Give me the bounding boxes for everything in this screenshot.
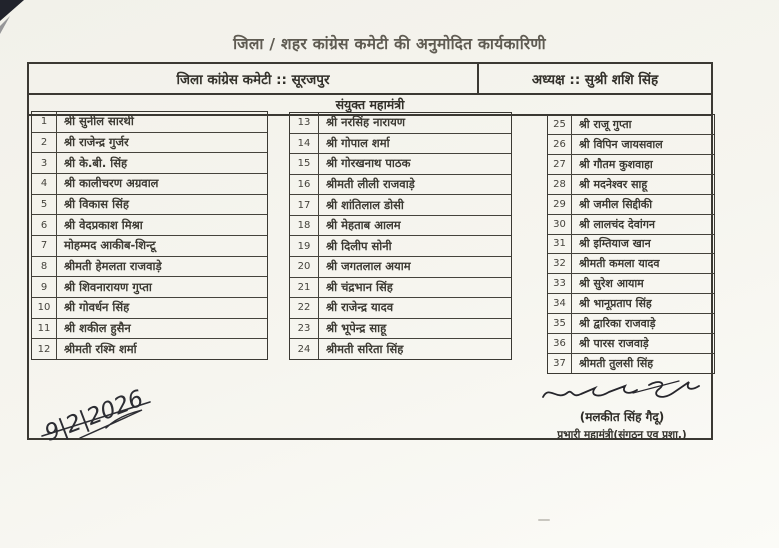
- member-name: श्री विपिन जायसवाल: [579, 137, 663, 151]
- member-row: [32, 133, 267, 154]
- member-number: 2: [32, 133, 57, 153]
- member-name: श्री वेदप्रकाश मिश्रा: [64, 217, 143, 232]
- president-name-cell: अध्यक्ष :: सुश्री शशि सिंह: [531, 71, 659, 88]
- member-row: [32, 195, 267, 216]
- member-row: [290, 319, 511, 340]
- member-number: 30: [548, 215, 572, 234]
- member-row: [548, 215, 714, 235]
- member-name: श्री भूपेन्द्र साहू: [326, 321, 387, 336]
- member-row: [32, 298, 267, 319]
- member-row: [290, 113, 511, 134]
- signatory-title: प्रभारी महामंत्री(संगठन एव प्रशा.): [557, 429, 687, 441]
- member-number: 36: [548, 334, 572, 353]
- member-number: 13: [290, 113, 319, 133]
- member-name: श्री सुरेश आयाम: [579, 277, 644, 291]
- member-name: मोहम्मद आकीब-शिन्टू: [64, 238, 156, 253]
- member-row: [290, 134, 511, 155]
- member-number: 19: [290, 236, 319, 256]
- member-number: 16: [290, 175, 319, 195]
- member-row: [32, 236, 267, 257]
- member-name: श्रीमती तुलसी सिंह: [579, 357, 654, 371]
- member-name: श्री दिलीप सोनी: [326, 238, 392, 253]
- member-row: [548, 155, 714, 175]
- signature-scribble: [537, 377, 707, 407]
- member-number: 31: [548, 235, 572, 254]
- member-row: [32, 153, 267, 174]
- member-row: [32, 257, 267, 278]
- member-number: 27: [548, 155, 572, 174]
- handwritten-date: [28, 372, 198, 448]
- member-name: श्री गोवर्धन सिंह: [64, 300, 130, 315]
- member-row: [32, 277, 267, 298]
- member-number: 6: [32, 215, 57, 235]
- member-column-3: [547, 114, 715, 374]
- scan-corner-artifact: [0, 0, 40, 36]
- member-row: [290, 195, 511, 216]
- member-number: 8: [32, 257, 57, 277]
- member-row: [290, 236, 511, 257]
- table-header-row: [29, 64, 711, 95]
- member-name: श्री भानूप्रताप सिंह: [579, 297, 652, 311]
- signature-block: [528, 377, 716, 442]
- member-number: 1: [32, 112, 57, 132]
- member-number: 3: [32, 153, 57, 173]
- member-name: श्री सुनील सारथी: [64, 114, 134, 129]
- member-number: 18: [290, 216, 319, 236]
- member-number: 29: [548, 195, 572, 214]
- member-number: 25: [548, 115, 572, 134]
- member-number: 9: [32, 277, 57, 297]
- member-row: [548, 334, 714, 354]
- member-name: श्रीमती रश्मि शर्मा: [64, 341, 137, 356]
- member-name: श्रीमती हेमलता राजवाड़े: [64, 259, 162, 274]
- member-row: [290, 339, 511, 359]
- scan-smudge-artifact: [538, 519, 550, 521]
- member-number: 15: [290, 154, 319, 174]
- member-number: 22: [290, 298, 319, 318]
- member-row: [32, 174, 267, 195]
- member-name: श्री जगतलाल अयाम: [326, 259, 411, 274]
- member-name: श्री पारस राजवाड़े: [579, 337, 649, 351]
- member-number: 21: [290, 278, 319, 298]
- member-name: श्री गोरखनाथ पाठक: [326, 156, 411, 171]
- member-number: 28: [548, 175, 572, 194]
- member-name: श्री इम्तियाज खान: [579, 237, 651, 251]
- member-row: [548, 314, 714, 334]
- member-name: श्री द्वारिका राजवाड़े: [579, 317, 656, 331]
- handwritten-date-text: 9|2|2026: [41, 385, 148, 447]
- member-name: श्री राजू गुप्ता: [579, 117, 632, 131]
- member-number: 12: [32, 339, 57, 359]
- member-row: [548, 115, 714, 135]
- member-number: 20: [290, 257, 319, 277]
- member-number: 33: [548, 274, 572, 293]
- member-row: [32, 339, 267, 359]
- member-row: [290, 154, 511, 175]
- member-name: श्री विकास सिंह: [64, 197, 129, 212]
- member-row: [548, 175, 714, 195]
- committee-name-cell: जिला कांग्रेस कमेटी :: सूरजपुर: [29, 64, 479, 93]
- member-row: [290, 298, 511, 319]
- member-name: श्री कालीचरण अग्रवाल: [64, 176, 159, 191]
- document-title: जिला / शहर कांग्रेस कमेटी की अनुमोदित कार्यकारिणी: [233, 35, 546, 53]
- member-row: [548, 235, 714, 255]
- member-row: [290, 216, 511, 237]
- member-number: 35: [548, 314, 572, 333]
- member-name: श्री शकील हुसैन: [64, 321, 131, 336]
- member-name: श्री के.बी. सिंह: [64, 155, 128, 170]
- member-number: 32: [548, 254, 572, 273]
- member-row: [32, 112, 267, 133]
- member-row: [548, 195, 714, 215]
- section-title-cell: संयुक्त महामंत्री: [29, 95, 711, 116]
- member-column-1: [31, 111, 268, 360]
- member-name: श्री गौतम कुशवाहा: [579, 157, 653, 171]
- member-number: 23: [290, 319, 319, 339]
- member-name: श्री शांतिलाल डोसी: [326, 197, 404, 212]
- member-number: 37: [548, 354, 572, 373]
- member-row: [548, 135, 714, 155]
- member-name: श्री राजेन्द्र गुर्जर: [64, 135, 129, 149]
- member-number: 26: [548, 135, 572, 154]
- member-name: श्री चंद्रभान सिंह: [326, 279, 393, 294]
- member-row: [32, 215, 267, 236]
- member-row: [32, 319, 267, 340]
- member-number: 10: [32, 298, 57, 318]
- member-number: 4: [32, 174, 57, 194]
- member-row: [548, 294, 714, 314]
- member-name: श्रीमती सरिता सिंह: [326, 341, 404, 356]
- member-number: 17: [290, 195, 319, 215]
- member-name: श्री शिवनारायण गुप्ता: [64, 279, 152, 294]
- member-row: [290, 257, 511, 278]
- member-name: श्री मदनेश्वर साहू: [579, 177, 648, 191]
- member-name: श्रीमती कमला यादव: [579, 257, 660, 271]
- member-number: 11: [32, 319, 57, 339]
- member-row: [290, 175, 511, 196]
- member-row: [548, 254, 714, 274]
- member-name: श्रीमती लीली राजवाड़े: [326, 177, 415, 192]
- member-row: [548, 274, 714, 294]
- member-row: [548, 354, 714, 373]
- member-number: 5: [32, 195, 57, 215]
- member-name: श्री मेहताब आलम: [326, 218, 401, 233]
- member-row: [290, 278, 511, 299]
- member-name: श्री लालचंद देवांगन: [579, 217, 655, 231]
- member-number: 14: [290, 134, 319, 154]
- member-number: 24: [290, 339, 319, 359]
- member-name: श्री राजेन्द्र यादव: [326, 300, 394, 315]
- member-name: श्री जमील सिद्दीकी: [579, 197, 653, 211]
- member-number: 34: [548, 294, 572, 313]
- member-column-2: [289, 112, 512, 360]
- member-number: 7: [32, 236, 57, 256]
- member-name: श्री नरसिंह नारायण: [326, 115, 406, 130]
- member-name: श्री गोपाल शर्मा: [326, 135, 390, 150]
- signatory-name: (मलकीत सिंह गैदू): [579, 410, 665, 424]
